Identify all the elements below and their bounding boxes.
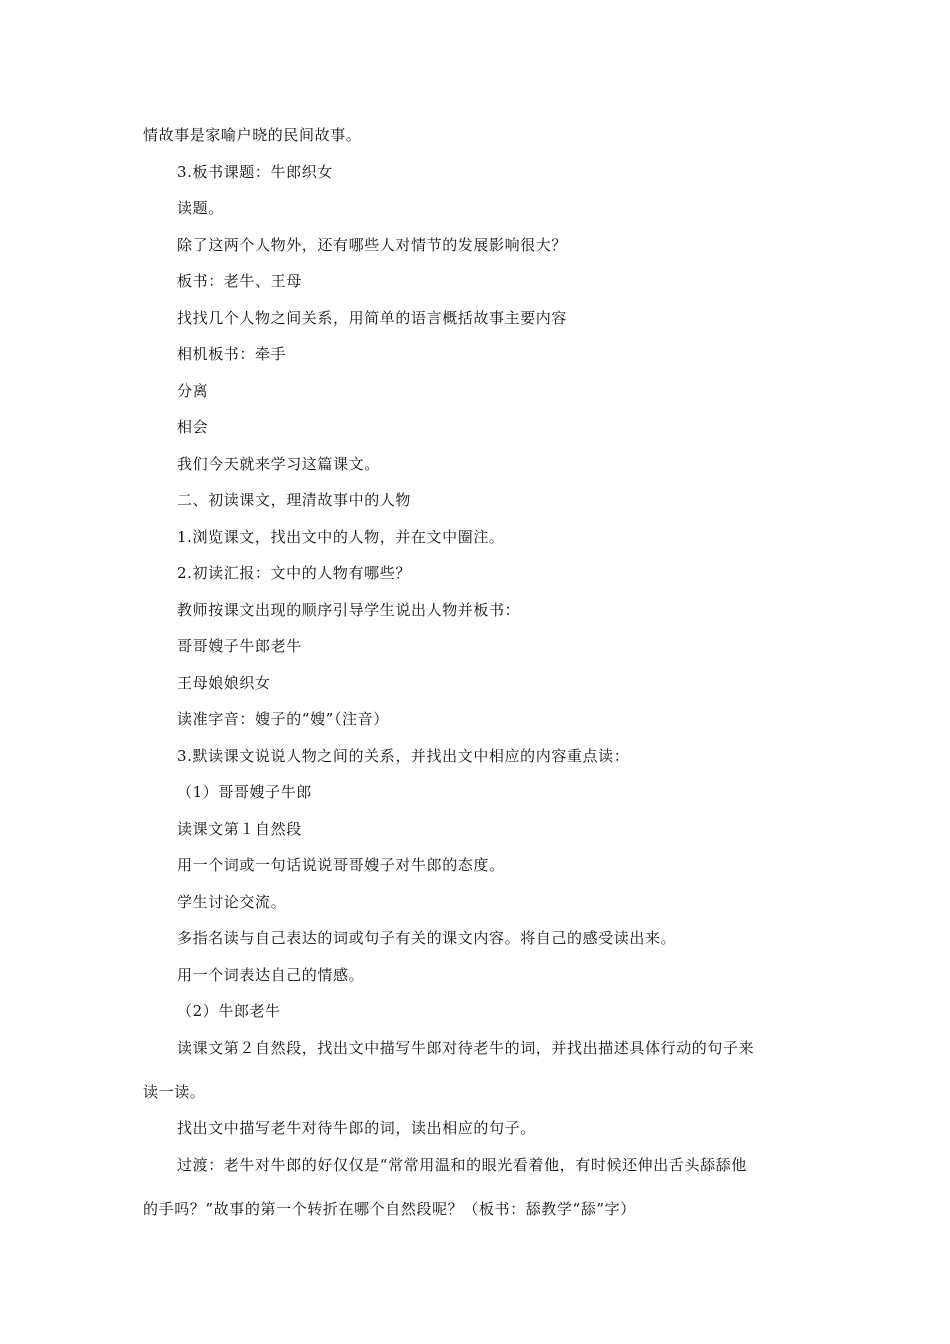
paragraph-attitude: 用一个词或一句话说说哥哥嫂子对牛郎的态度。 xyxy=(177,856,505,874)
paragraph-meet: 相会 xyxy=(177,418,209,436)
paragraph-discussion: 学生讨论交流。 xyxy=(177,892,287,911)
subheading-cowherd-ox: （2）牛郎老牛 xyxy=(177,1002,281,1020)
paragraph-board-cow-queen: 板书：老牛、王母 xyxy=(177,272,302,290)
paragraph-read-section-2: 读课文第２自然段，找出文中描写牛郎对待老牛的词，并找出描述具体行动的句子来 xyxy=(177,1038,755,1057)
subheading-brother-sister-in-law: （1）哥哥嫂子牛郎 xyxy=(177,783,312,801)
document-body xyxy=(143,125,813,1235)
paragraph-learn-today: 我们今天就来学习这篇课文。 xyxy=(177,454,380,473)
paragraph-read-title: 读题。 xyxy=(177,199,224,217)
paragraph-separate: 分离 xyxy=(177,381,209,400)
paragraph-transition: 过渡：老牛对牛郎的好仅仅是“常常用温和的眼光看着他，有时候还伸出舌头舔舔他 xyxy=(177,1155,747,1174)
paragraph-find-ox-words: 找出文中描写老牛对待牛郎的词，读出相应的句子。 xyxy=(177,1119,536,1137)
paragraph-characters-row-2: 王母娘娘织女 xyxy=(177,673,271,692)
paragraph-board-hands: 相机板书：牵手 xyxy=(177,345,287,363)
paragraph-pronunciation: 读准字音：嫂子的“嫂”（注音） xyxy=(177,710,389,728)
paragraph-read-section-1: 读课文第１自然段 xyxy=(177,819,302,838)
paragraph-transition-cont: 的手吗？”故事的第一个转折在哪个自然段呢？（板书：舔教学“舔”字） xyxy=(143,1199,636,1218)
paragraph-continuation: 情故事是家喻户晓的民间故事。 xyxy=(143,126,362,144)
paragraph-silent-reading: 3.默读课文说说人物之间的关系，并找出文中相应的内容重点读： xyxy=(177,746,630,765)
paragraph-characters-row-1: 哥哥嫂子牛郎老牛 xyxy=(177,637,302,655)
paragraph-express-feeling: 用一个词表达自己的情感。 xyxy=(177,965,365,984)
paragraph-read-aloud: 多指名读与自己表达的词或句子有关的课文内容。将自己的感受读出来。 xyxy=(177,929,677,947)
paragraph-find-relations: 找找几个人物之间关系，用简单的语言概括故事主要内容 xyxy=(177,308,568,327)
paragraph-report: 2.初读汇报：文中的人物有哪些？ xyxy=(177,564,411,582)
section-heading-first-reading: 二、初读课文，理清故事中的人物 xyxy=(177,491,412,509)
paragraph-read-section-2-cont: 读一读。 xyxy=(143,1082,206,1101)
paragraph-browse-text: 1.浏览课文，找出文中的人物，并在文中圈注。 xyxy=(177,527,505,546)
paragraph-question-characters: 除了这两个人物外，还有哪些人对情节的发展影响很大？ xyxy=(177,235,568,254)
paragraph-board-title: 3.板书课题：牛郎织女 xyxy=(177,162,333,181)
paragraph-teacher-guide: 教师按课文出现的顺序引导学生说出人物并板书： xyxy=(177,600,521,619)
